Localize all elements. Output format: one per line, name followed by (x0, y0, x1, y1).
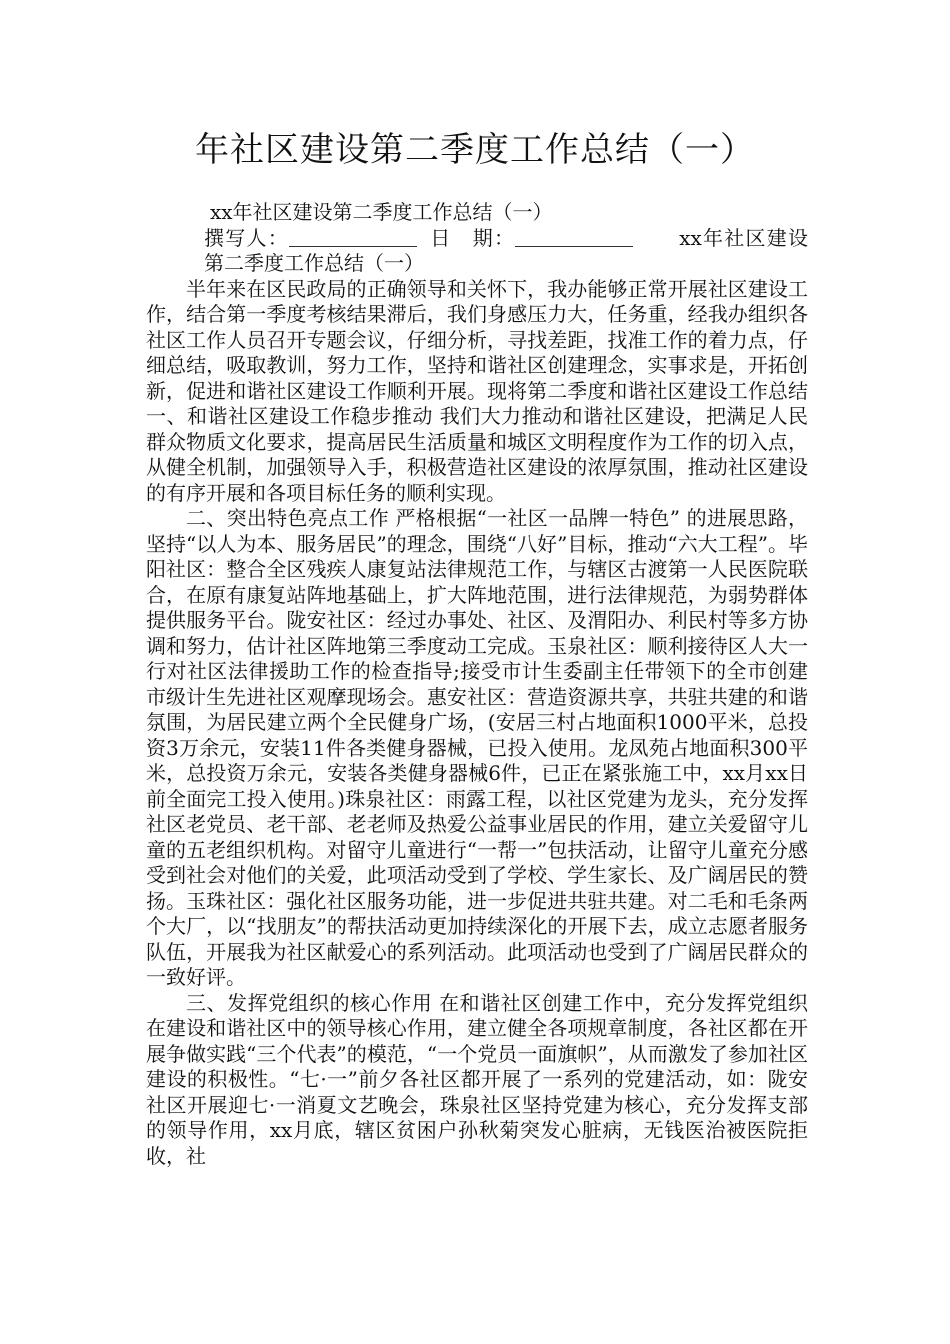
body-paragraph: 二、突出特色亮点工作 严格根据“一社区一品牌一特色” 的进展思路，坚持“以人为本、服务居民”的理念，围绕“八好”目标，推动“六大工程”。毕阳社区：整合全区残疾人康复站法律规范工作，与辖区古渡第一人民医院联合，在原有康复站阵地基础上，扩大阵地范围，进行法律规范，为弱势群体提供服务平台。陇安社区：经过办事处、社区、及渭阳办、利民村等多方协调和努力，估计社区阵地第三季度动工完成。玉泉社区：顺利接待区人大一行对社区法律援助工作的检查指导;接受市计生委副主任带领下的全市创建市级计生先进社区观摩现场会。惠安社区：营造资源共享，共驻共建的和谐氛围，为居民建立两个全民健身广场，(安居三村占地面积1000平米，总投资3万余元，安装11件各类健身器械，已投入使用。龙凤苑占地面积300平米，总投资万余元，安装各类健身器械6件，已正在紧张施工中，xx月xx日前全面完工投入使用。)珠泉社区：雨露工程，以社区党建为龙头，充分发挥社区老党员、老干部、老老师及热爱公益事业居民的作用，建立关爱留守儿童的五老组织机构。对留守儿童进行“一帮一”包扶活动，让留守儿童充分感受到社会对他们的关爱，此项活动受到了学校、学生家长、及广阔居民的赞扬。玉珠社区：强化社区服务功能，进一步促进共驻共建。对二毛和毛条两个大厂，以“找朋友”的帮扶活动更加持续深化的开展下去，成立志愿者服务队伍，开展我为社区献爱心的系列活动。此项活动也受到了广阔居民群众的一致好评。 (146, 506, 808, 989)
document-subtitle: xx年社区建设第二季度工作总结（一） (210, 200, 553, 224)
date-blank (515, 228, 633, 247)
document-meta-line (146, 226, 808, 277)
author-blank (289, 228, 417, 247)
date-label: 日 期： (428, 225, 516, 250)
document-body (146, 200, 808, 1169)
document-subtitle-repeat: xx年社区建设第二季度工作总结（一） (204, 225, 809, 275)
body-paragraph: 三、发挥党组织的核心作用 在和谐社区创建工作中，充分发挥党组织在建设和谐社区中的领导核心作用，建立健全各项规章制度，各社区都在开展争做实践“三个代表”的模范，“一个党员一面旗帜”，从而激发了参加社区建设的积极性。“七·一”前夕各社区都开展了一系列的党建活动，如：陇安社区开展迎七·一消夏文艺晚会，珠泉社区坚持党建为核心，充分发挥支部的领导作用，xx月底，辖区贫困户孙秋菊突发心脏病，无钱医治被医院拒收，社 (146, 990, 808, 1168)
document-title: 年社区建设第二季度工作总结（一） (195, 130, 755, 170)
body-paragraph: 半年来在区民政局的正确领导和关怀下，我办能够正常开展社区建设工作，结合第一季度考核结果滞后，我们身感压力大，任务重，经我办组织各社区工作人员召开专题会议，仔细分析，寻找差距，找准工作的着力点，仔细总结，吸取教训，努力工作，坚持和谐社区创建理念，实事求是，开拓创新，促进和谐社区建设工作顺利开展。现将第二季度和谐社区建设工作总结 一、和谐社区建设工作稳步推动 我们大力推动和谐社区建设，把满足人民群众物质文化要求，提高居民生活质量和城区文明程度作为工作的切入点，从健全机制，加强领导入手，积极营造社区建设的浓厚氛围，推动社区建设的有序开展和各项目标任务的顺利实现。 (146, 276, 808, 505)
author-label: 撰写人： (204, 225, 289, 250)
